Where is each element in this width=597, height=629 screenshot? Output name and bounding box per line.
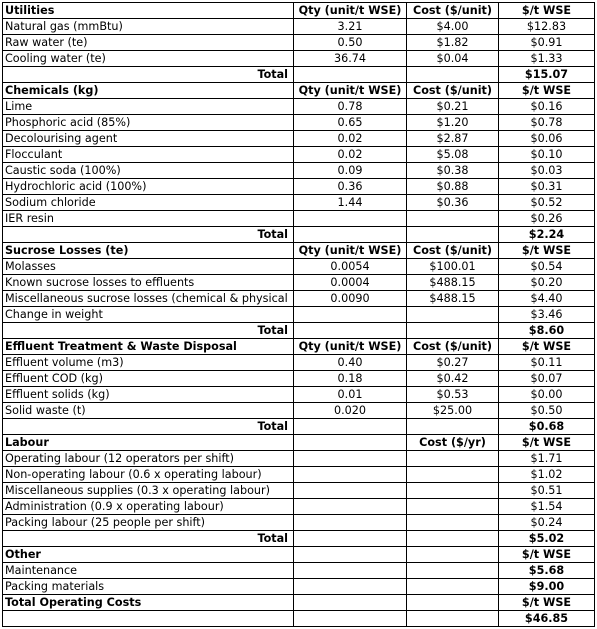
item-cost-per-tonne: $0.78 bbox=[499, 115, 595, 131]
item-unit-cost: $0.27 bbox=[407, 355, 499, 371]
table-row bbox=[3, 51, 595, 67]
table-row bbox=[3, 483, 595, 499]
table-row bbox=[3, 403, 595, 419]
empty-cell bbox=[294, 611, 407, 627]
empty-cell bbox=[407, 323, 499, 339]
cost-column-header: Cost ($/unit) bbox=[407, 339, 499, 355]
per-tonne-column-header: $/t WSE bbox=[499, 595, 595, 611]
item-description: Solid waste (t) bbox=[3, 403, 294, 419]
qty-column-header bbox=[294, 547, 407, 563]
item-quantity: 36.74 bbox=[294, 51, 407, 67]
item-unit-cost: $0.88 bbox=[407, 179, 499, 195]
section-title: Sucrose Losses (te) bbox=[3, 243, 294, 259]
table-row bbox=[3, 371, 595, 387]
item-cost-per-tonne: $0.31 bbox=[499, 179, 595, 195]
item-description: Administration (0.9 x operating labour) bbox=[3, 499, 294, 515]
section-total-row bbox=[3, 323, 595, 339]
total-label: Total bbox=[3, 531, 294, 547]
item-description: Effluent COD (kg) bbox=[3, 371, 294, 387]
item-quantity: 0.36 bbox=[294, 179, 407, 195]
qty-column-header: Qty (unit/t WSE) bbox=[294, 339, 407, 355]
cost-column-header: Cost ($/unit) bbox=[407, 83, 499, 99]
empty-cell bbox=[294, 531, 407, 547]
item-unit-cost: $0.36 bbox=[407, 195, 499, 211]
grand-total-row bbox=[3, 611, 595, 627]
item-quantity bbox=[294, 483, 407, 499]
item-quantity bbox=[294, 211, 407, 227]
item-cost-per-tonne: $0.11 bbox=[499, 355, 595, 371]
item-unit-cost: $488.15 bbox=[407, 291, 499, 307]
item-cost-per-tonne: $9.00 bbox=[499, 579, 595, 595]
table-row bbox=[3, 355, 595, 371]
item-cost-per-tonne: $0.07 bbox=[499, 371, 595, 387]
table-row bbox=[3, 467, 595, 483]
item-cost-per-tonne: $0.52 bbox=[499, 195, 595, 211]
item-description: Maintenance bbox=[3, 563, 294, 579]
table-row bbox=[3, 179, 595, 195]
item-cost-per-tonne: $1.02 bbox=[499, 467, 595, 483]
item-unit-cost: $4.00 bbox=[407, 19, 499, 35]
per-tonne-column-header: $/t WSE bbox=[499, 3, 595, 19]
table-row bbox=[3, 579, 595, 595]
empty-cell bbox=[294, 67, 407, 83]
section-total-row bbox=[3, 531, 595, 547]
qty-column-header: Qty (unit/t WSE) bbox=[294, 243, 407, 259]
item-cost-per-tonne: $0.26 bbox=[499, 211, 595, 227]
section-header-row bbox=[3, 243, 595, 259]
table-row bbox=[3, 147, 595, 163]
item-description: Natural gas (mmBtu) bbox=[3, 19, 294, 35]
section-total-value: $5.02 bbox=[499, 531, 595, 547]
item-unit-cost: $5.08 bbox=[407, 147, 499, 163]
item-unit-cost bbox=[407, 499, 499, 515]
item-description: Hydrochloric acid (100%) bbox=[3, 179, 294, 195]
item-cost-per-tonne: $12.83 bbox=[499, 19, 595, 35]
item-quantity: 0.09 bbox=[294, 163, 407, 179]
item-cost-per-tonne: $0.50 bbox=[499, 403, 595, 419]
item-quantity: 3.21 bbox=[294, 19, 407, 35]
empty-cell bbox=[294, 323, 407, 339]
item-description: Packing labour (25 people per shift) bbox=[3, 515, 294, 531]
section-header-row bbox=[3, 3, 595, 19]
section-total-value: $8.60 bbox=[499, 323, 595, 339]
item-unit-cost bbox=[407, 515, 499, 531]
table-row bbox=[3, 163, 595, 179]
table-row bbox=[3, 291, 595, 307]
item-cost-per-tonne: $0.16 bbox=[499, 99, 595, 115]
item-description: Raw water (te) bbox=[3, 35, 294, 51]
empty-cell bbox=[407, 531, 499, 547]
item-description: Effluent volume (m3) bbox=[3, 355, 294, 371]
table-row bbox=[3, 387, 595, 403]
item-quantity bbox=[294, 307, 407, 323]
section-total-row bbox=[3, 227, 595, 243]
item-cost-per-tonne: $0.03 bbox=[499, 163, 595, 179]
item-quantity bbox=[294, 515, 407, 531]
empty-cell bbox=[407, 595, 499, 611]
item-description: Flocculant bbox=[3, 147, 294, 163]
per-tonne-column-header: $/t WSE bbox=[499, 547, 595, 563]
item-description: Effluent solids (kg) bbox=[3, 387, 294, 403]
section-total-value: $0.68 bbox=[499, 419, 595, 435]
table-row bbox=[3, 451, 595, 467]
item-unit-cost bbox=[407, 307, 499, 323]
empty-cell bbox=[294, 595, 407, 611]
item-cost-per-tonne: $5.68 bbox=[499, 563, 595, 579]
section-title: Utilities bbox=[3, 3, 294, 19]
empty-cell bbox=[294, 419, 407, 435]
item-description: Change in weight bbox=[3, 307, 294, 323]
table-row bbox=[3, 307, 595, 323]
item-quantity: 0.0004 bbox=[294, 275, 407, 291]
per-tonne-column-header: $/t WSE bbox=[499, 243, 595, 259]
table-row bbox=[3, 99, 595, 115]
cost-column-header: Cost ($/yr) bbox=[407, 435, 499, 451]
item-unit-cost: $0.53 bbox=[407, 387, 499, 403]
item-description: Non-operating labour (0.6 x operating labour) bbox=[3, 467, 294, 483]
item-unit-cost bbox=[407, 451, 499, 467]
item-unit-cost: $488.15 bbox=[407, 275, 499, 291]
item-unit-cost: $1.82 bbox=[407, 35, 499, 51]
total-label: Total bbox=[3, 227, 294, 243]
empty-cell bbox=[407, 227, 499, 243]
section-header-row bbox=[3, 83, 595, 99]
item-quantity: 0.0090 bbox=[294, 291, 407, 307]
item-description: Phosphoric acid (85%) bbox=[3, 115, 294, 131]
grand-total-label: Total Operating Costs bbox=[3, 595, 294, 611]
item-quantity: 0.0054 bbox=[294, 259, 407, 275]
total-label: Total bbox=[3, 323, 294, 339]
section-title: Other bbox=[3, 547, 294, 563]
item-description: Decolourising agent bbox=[3, 131, 294, 147]
item-quantity: 1.44 bbox=[294, 195, 407, 211]
item-description: Operating labour (12 operators per shift) bbox=[3, 451, 294, 467]
item-cost-per-tonne: $0.20 bbox=[499, 275, 595, 291]
section-title: Effluent Treatment & Waste Disposal bbox=[3, 339, 294, 355]
section-header-row bbox=[3, 339, 595, 355]
item-quantity: 0.18 bbox=[294, 371, 407, 387]
item-description: Cooling water (te) bbox=[3, 51, 294, 67]
qty-column-header: Qty (unit/t WSE) bbox=[294, 3, 407, 19]
table-row bbox=[3, 259, 595, 275]
item-cost-per-tonne: $1.71 bbox=[499, 451, 595, 467]
item-quantity bbox=[294, 467, 407, 483]
operating-costs-body bbox=[3, 3, 595, 627]
empty-cell bbox=[407, 611, 499, 627]
item-cost-per-tonne: $0.54 bbox=[499, 259, 595, 275]
item-quantity bbox=[294, 563, 407, 579]
item-description: Sodium chloride bbox=[3, 195, 294, 211]
item-quantity bbox=[294, 499, 407, 515]
table-row bbox=[3, 115, 595, 131]
item-unit-cost bbox=[407, 579, 499, 595]
table-row bbox=[3, 211, 595, 227]
item-cost-per-tonne: $0.51 bbox=[499, 483, 595, 499]
item-unit-cost: $0.38 bbox=[407, 163, 499, 179]
item-quantity: 0.02 bbox=[294, 147, 407, 163]
section-header-row bbox=[3, 435, 595, 451]
item-unit-cost: $0.21 bbox=[407, 99, 499, 115]
empty-cell bbox=[294, 227, 407, 243]
item-quantity: 0.020 bbox=[294, 403, 407, 419]
item-quantity: 0.50 bbox=[294, 35, 407, 51]
section-title: Chemicals (kg) bbox=[3, 83, 294, 99]
item-unit-cost: $25.00 bbox=[407, 403, 499, 419]
table-row bbox=[3, 275, 595, 291]
item-unit-cost bbox=[407, 467, 499, 483]
table-row bbox=[3, 195, 595, 211]
section-header-row bbox=[3, 547, 595, 563]
item-description: Known sucrose losses to effluents bbox=[3, 275, 294, 291]
item-quantity: 0.02 bbox=[294, 131, 407, 147]
item-cost-per-tonne: $3.46 bbox=[499, 307, 595, 323]
table-row bbox=[3, 19, 595, 35]
item-description: Molasses bbox=[3, 259, 294, 275]
item-cost-per-tonne: $0.00 bbox=[499, 387, 595, 403]
item-unit-cost bbox=[407, 483, 499, 499]
item-unit-cost bbox=[407, 563, 499, 579]
item-quantity: 0.01 bbox=[294, 387, 407, 403]
section-total-value: $2.24 bbox=[499, 227, 595, 243]
item-unit-cost: $0.42 bbox=[407, 371, 499, 387]
item-unit-cost: $100.01 bbox=[407, 259, 499, 275]
table-row bbox=[3, 499, 595, 515]
table-row bbox=[3, 35, 595, 51]
per-tonne-column-header: $/t WSE bbox=[499, 435, 595, 451]
table-row bbox=[3, 515, 595, 531]
item-description: Miscellaneous sucrose losses (chemical & physical bbox=[3, 291, 294, 307]
item-cost-per-tonne: $1.54 bbox=[499, 499, 595, 515]
item-cost-per-tonne: $0.10 bbox=[499, 147, 595, 163]
item-description: Packing materials bbox=[3, 579, 294, 595]
item-cost-per-tonne: $0.06 bbox=[499, 131, 595, 147]
empty-cell bbox=[3, 611, 294, 627]
per-tonne-column-header: $/t WSE bbox=[499, 339, 595, 355]
section-total-value: $15.07 bbox=[499, 67, 595, 83]
item-cost-per-tonne: $0.24 bbox=[499, 515, 595, 531]
item-unit-cost: $1.20 bbox=[407, 115, 499, 131]
item-description: Miscellaneous supplies (0.3 x operating labour) bbox=[3, 483, 294, 499]
item-quantity: 0.78 bbox=[294, 99, 407, 115]
item-cost-per-tonne: $4.40 bbox=[499, 291, 595, 307]
empty-cell bbox=[407, 419, 499, 435]
item-quantity bbox=[294, 579, 407, 595]
item-unit-cost bbox=[407, 211, 499, 227]
item-quantity bbox=[294, 451, 407, 467]
item-description: IER resin bbox=[3, 211, 294, 227]
item-quantity: 0.65 bbox=[294, 115, 407, 131]
section-total-row bbox=[3, 67, 595, 83]
cost-column-header: Cost ($/unit) bbox=[407, 243, 499, 259]
cost-column-header bbox=[407, 547, 499, 563]
qty-column-header: Qty (unit/t WSE) bbox=[294, 83, 407, 99]
item-quantity: 0.40 bbox=[294, 355, 407, 371]
item-description: Lime bbox=[3, 99, 294, 115]
item-description: Caustic soda (100%) bbox=[3, 163, 294, 179]
item-unit-cost: $0.04 bbox=[407, 51, 499, 67]
grand-total-header-row bbox=[3, 595, 595, 611]
empty-cell bbox=[407, 67, 499, 83]
total-label: Total bbox=[3, 67, 294, 83]
operating-costs-table bbox=[2, 2, 595, 627]
section-title: Labour bbox=[3, 435, 294, 451]
item-cost-per-tonne: $1.33 bbox=[499, 51, 595, 67]
section-total-row bbox=[3, 419, 595, 435]
qty-column-header bbox=[294, 435, 407, 451]
item-unit-cost: $2.87 bbox=[407, 131, 499, 147]
table-row bbox=[3, 563, 595, 579]
cost-column-header: Cost ($/unit) bbox=[407, 3, 499, 19]
total-label: Total bbox=[3, 419, 294, 435]
table-row bbox=[3, 131, 595, 147]
grand-total-value: $46.85 bbox=[499, 611, 595, 627]
item-cost-per-tonne: $0.91 bbox=[499, 35, 595, 51]
per-tonne-column-header: $/t WSE bbox=[499, 83, 595, 99]
